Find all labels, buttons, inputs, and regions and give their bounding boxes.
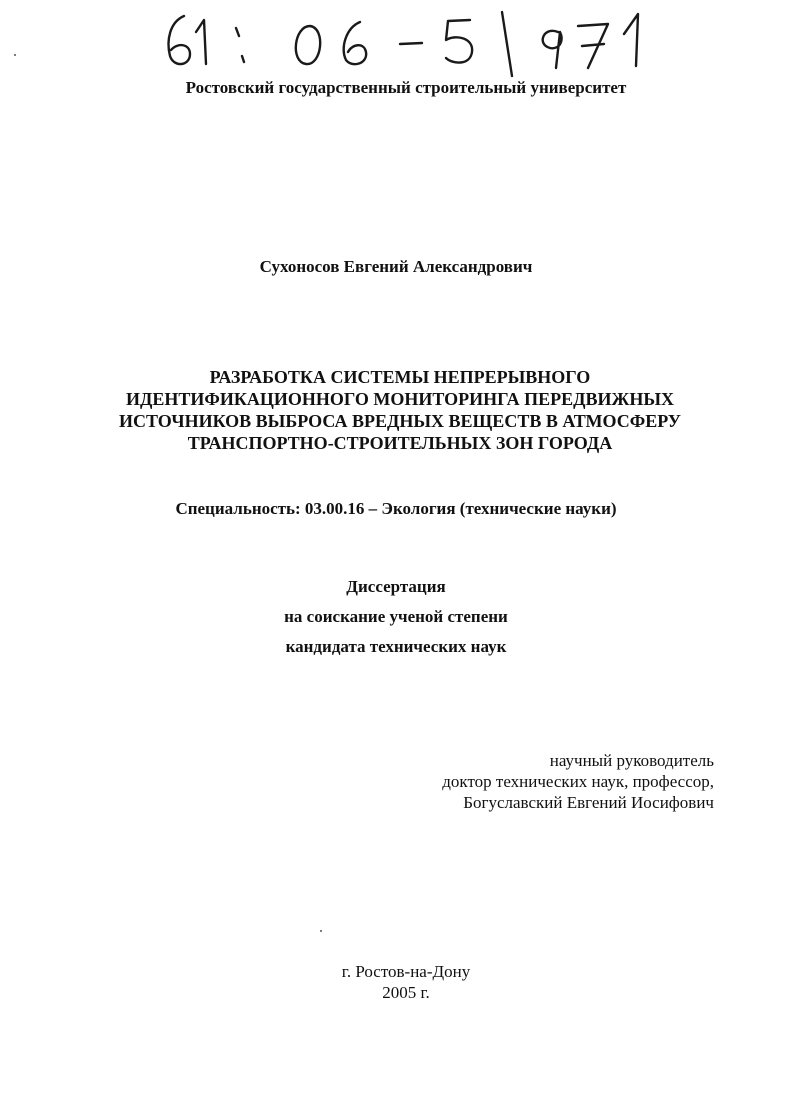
degree-block [0,572,792,662]
title-line: РАЗРАБОТКА СИСТЕМЫ НЕПРЕРЫВНОГО [209,367,591,387]
supervisor-credentials: доктор технических наук, профессор, [442,772,714,791]
handwritten-catalog-code [160,6,660,80]
city: г. Ростов-на-Дону [341,962,471,981]
place-and-year [10,961,792,1003]
title-line: ИСТОЧНИКОВ ВЫБРОСА ВРЕДНЫХ ВЕЩЕСТВ В АТМОСФЕРУ [119,411,681,431]
dissertation-title [4,366,792,454]
supervisor-role: научный руководитель [549,751,714,770]
title-line: ТРАНСПОРТНО-СТРОИТЕЛЬНЫХ ЗОН ГОРОДА [187,433,613,453]
scan-speck [14,54,16,56]
year: 2005 г. [382,983,430,1002]
degree-purpose: на соискание ученой степени [284,607,508,626]
degree-name: кандидата технических наук [285,637,507,656]
supervisor-name: Богуславский Евгений Иосифович [463,793,714,812]
scan-speck [320,930,322,932]
title-line: ИДЕНТИФИКАЦИОННОГО МОНИТОРИНГА ПЕРЕДВИЖНЫХ [125,389,675,409]
specialty-line: Специальность: 03.00.16 – Экология (технические науки) [175,499,617,518]
university-name: Ростовский государственный строительный университет [185,78,627,97]
supervisor-block [442,750,714,813]
author-name: Сухоносов Евгений Александрович [259,257,533,276]
degree-type: Диссертация [346,577,446,596]
